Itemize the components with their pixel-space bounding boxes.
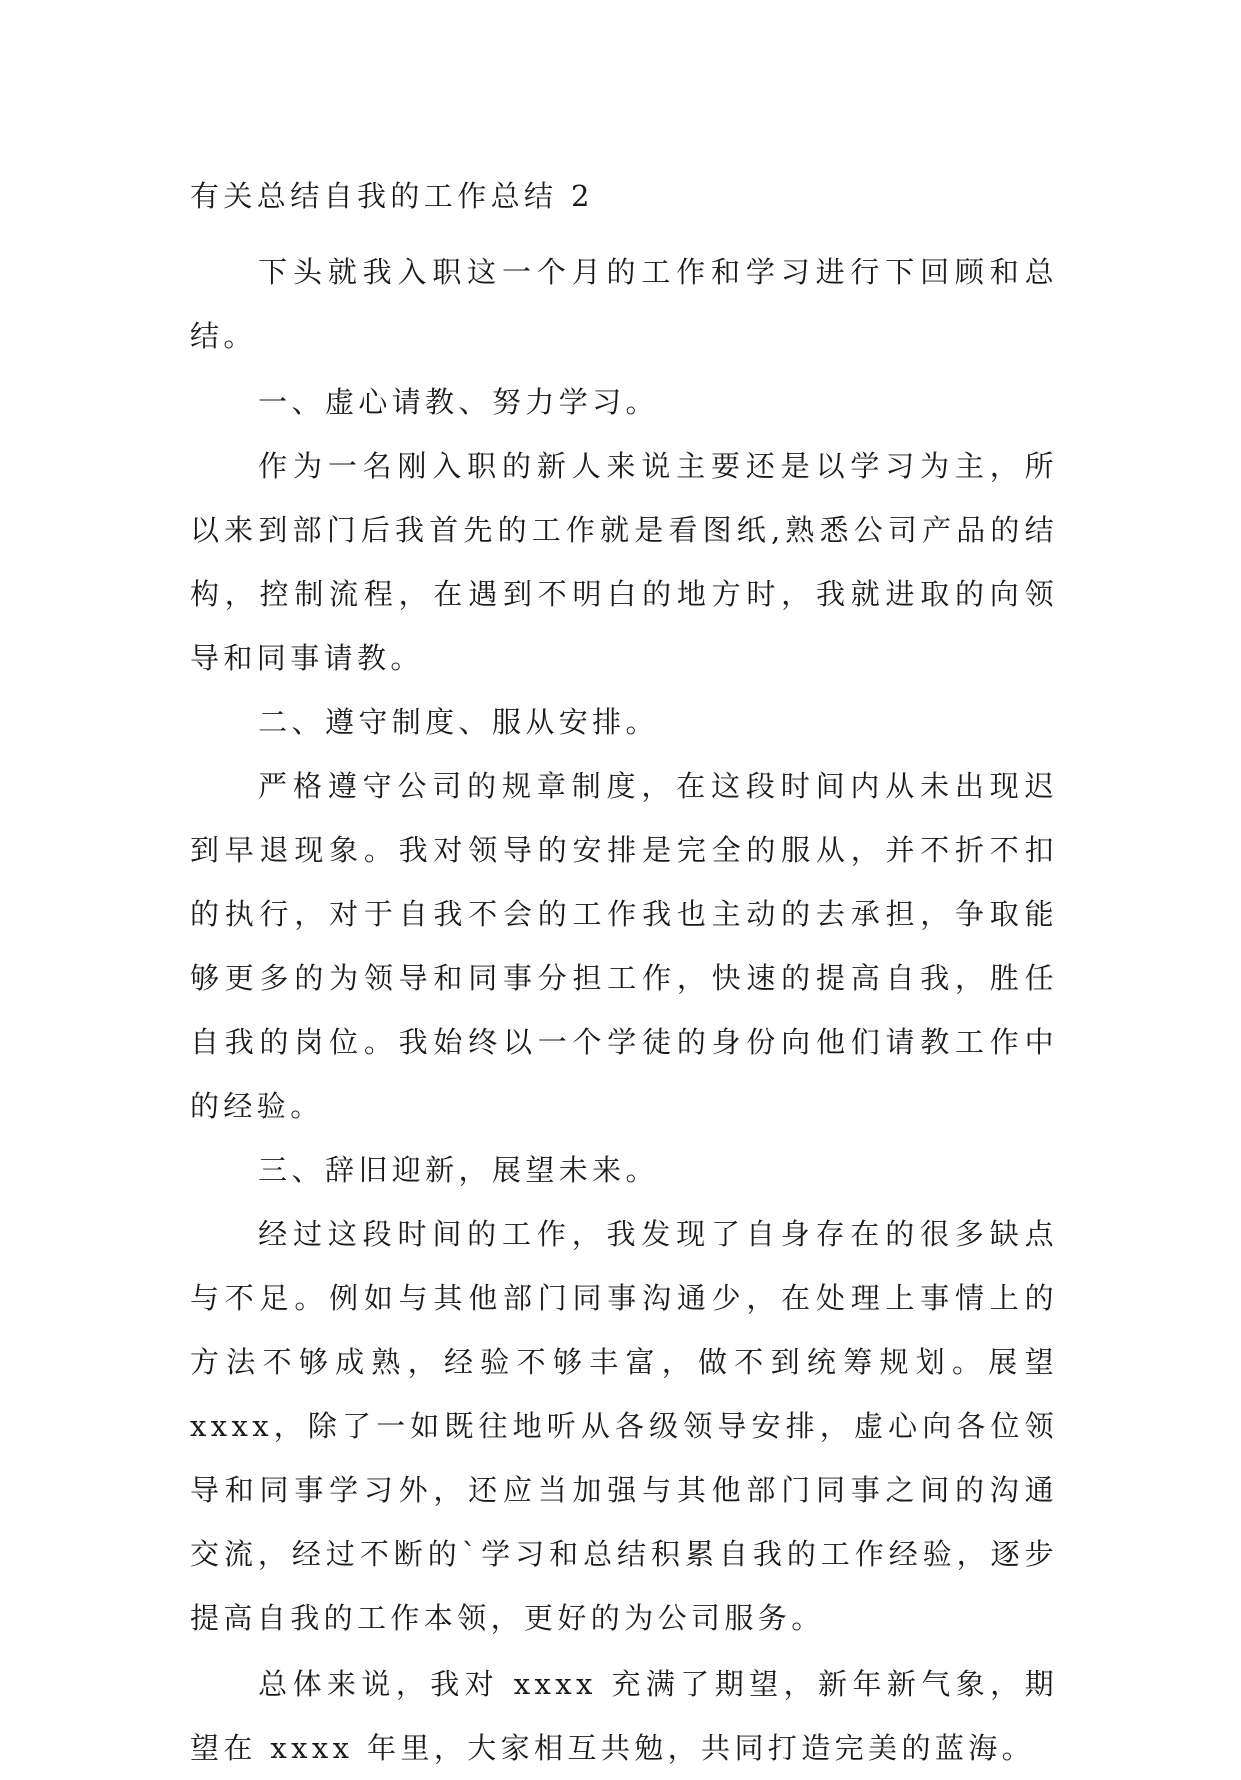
section-heading-1: 一、虚心请教、努力学习。 [258,385,659,419]
document-title: 有关总结自我的工作总结 2 [190,179,594,213]
document-body [190,166,1058,1780]
section-heading-2: 二、遵守制度、服从安排。 [258,705,659,739]
paragraph-intro: 下头就我入职这一个月的工作和学习进行下回顾和总结。 [190,255,1058,353]
paragraph-conclusion: 总体来说，我对 xxxx 充满了期望，新年新气象，期望在 xxxx 年里，大家相互共勉，共同打造完美的蓝海。 [190,1667,1058,1765]
paragraph-section-1: 作为一名刚入职的新人来说主要还是以学习为主，所以来到部门后我首先的工作就是看图纸,熟悉公司产品的结构，控制流程，在遇到不明白的地方时，我就进取的向领导和同事请教。 [190,449,1058,675]
paragraph-section-2: 严格遵守公司的规章制度，在这段时间内从未出现迟到早退现象。我对领导的安排是完全的服从，并不折不扣的执行，对于自我不会的工作我也主动的去承担，争取能够更多的为领导和同事分担工作，快速的提高自我，胜任自我的岗位。我始终以一个学徒的身份向他们请教工作中的经验。 [190,769,1058,1123]
section-heading-3: 三、辞旧迎新，展望未来。 [258,1153,659,1187]
paragraph-section-3: 经过这段时间的工作，我发现了自身存在的很多缺点与不足。例如与其他部门同事沟通少，在处理上事情上的方法不够成熟，经验不够丰富，做不到统筹规划。展望 xxxx，除了一如既往地听从各级领导安排，虚心向各位领导和同事学习外，还应当加强与其他部门同事之间的沟通交流，经过不断的`学习和总结积累自我的工作经验，逐步提高自我的工作本领，更好的为公司服务。 [190,1217,1058,1635]
